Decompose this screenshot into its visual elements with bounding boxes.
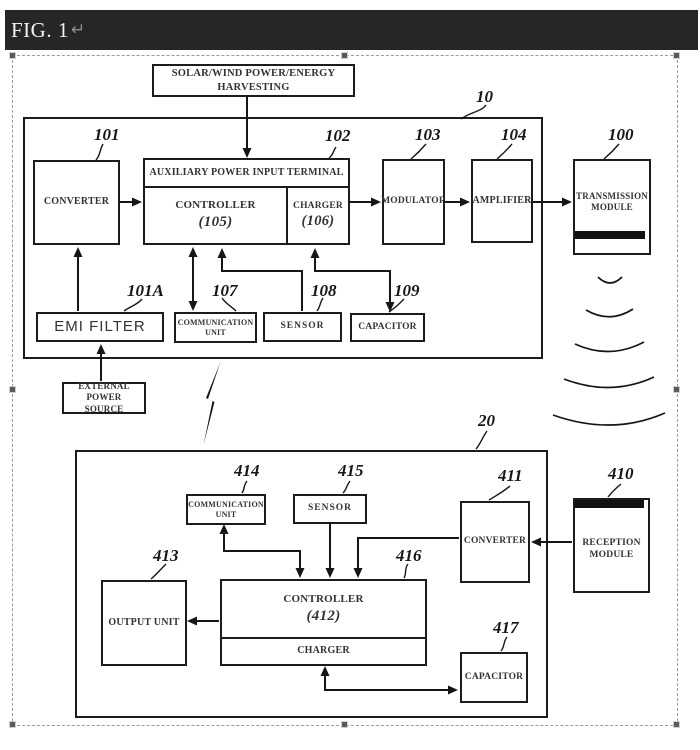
ref-label-100: 100 [608,125,634,144]
box-label: RECEPTION MODULE [582,537,641,560]
box-emi-filter-101a [36,312,164,342]
box-transmission-module-100 [573,159,651,255]
selection-handle-top-right[interactable] [674,53,679,58]
box-sensor-415 [293,494,367,524]
ref-label-20: 20 [478,411,495,430]
box-label: CONVERTER [463,536,527,547]
ref-label-104: 104 [501,125,527,144]
box-label: AUXILIARY POWER INPUT TERMINAL [149,166,344,178]
box-label: CONTROLLER [283,592,364,605]
figure-title[interactable]: FIG. 1 [11,17,69,42]
box-communication-unit-414 [186,494,266,525]
box-sensor-108 [263,312,342,342]
box-label: OUTPUT UNIT [108,616,180,628]
ref-label-416: 416 [396,546,422,565]
box-controller-412 [222,581,425,637]
box-label: CHARGER [293,200,343,211]
selection-handle-mid-left[interactable] [10,387,15,392]
ref-label-108: 108 [311,281,337,300]
selection-handle-top-left[interactable] [10,53,15,58]
box-label: CONTROLLER [175,199,256,212]
box-label: SENSOR [307,503,352,514]
box-label: EMI FILTER [54,317,146,335]
selection-handle-mid-right[interactable] [674,387,679,392]
box-converter-101 [33,160,120,245]
transmission-antenna-bar [575,231,645,239]
reception-antenna-bar [575,500,644,508]
paragraph-return-icon: ↵ [70,20,86,39]
box-charger-rx [222,637,425,664]
box-label: CONVERTER [43,196,110,208]
figure-caption-bar [5,10,698,50]
ref-label-411: 411 [498,466,523,485]
ref-label-103: 103 [415,125,441,144]
box-label: TRANSMISSION MODULE [576,190,648,212]
ref-label-410: 410 [608,464,634,483]
box-label: MODULATOR [381,196,446,207]
box-output-unit-413 [101,580,187,666]
selection-handle-bottom-right[interactable] [674,722,679,727]
box-label: SENSOR [280,321,325,332]
box-controller-charger-416 [220,579,427,666]
aux-terminal-header [145,160,348,188]
selection-handle-bottom-center[interactable] [342,722,347,727]
box-aux-power-input-terminal [143,158,350,245]
ref-label-107: 107 [212,281,238,300]
ref-label-102: 102 [325,126,351,145]
box-ref-inline: (412) [306,607,341,624]
box-solar-wind-harvesting [152,64,355,97]
box-charger-106 [286,188,348,243]
box-ref-inline: (105) [198,214,233,230]
box-converter-411 [460,501,530,583]
box-label: COMMUNICATION UNIT [177,317,254,337]
box-label: CHARGER [297,645,350,657]
box-controller-105 [145,188,286,243]
box-label: COMMUNICATION UNIT [188,499,264,519]
box-label: EXTERNAL POWER SOURCE [78,381,130,414]
ref-label-417: 417 [493,618,519,637]
box-external-power-source [62,382,146,414]
box-label: CAPACITOR [464,671,524,682]
box-label: CAPACITOR [358,321,417,332]
ref-label-413: 413 [153,546,179,565]
box-label: AMPLIFIER [472,194,532,206]
ref-label-109: 109 [394,281,420,300]
box-label: SOLAR/WIND POWER/ENERGY HARVESTING [171,68,336,93]
ref-label-101a: 101A [127,281,164,300]
ref-label-415: 415 [338,461,364,480]
ref-label-101: 101 [94,125,120,144]
box-reception-module-410 [573,498,650,593]
ref-label-10: 10 [476,87,493,106]
box-capacitor-109 [350,313,425,342]
box-capacitor-417 [460,652,528,703]
box-modulator-103 [382,159,445,245]
box-ref-inline: (106) [301,213,335,230]
selection-handle-top-center[interactable] [342,53,347,58]
selection-handle-bottom-left[interactable] [10,722,15,727]
box-communication-unit-107 [174,312,257,343]
box-amplifier-104 [471,159,533,243]
ref-label-414: 414 [234,461,260,480]
